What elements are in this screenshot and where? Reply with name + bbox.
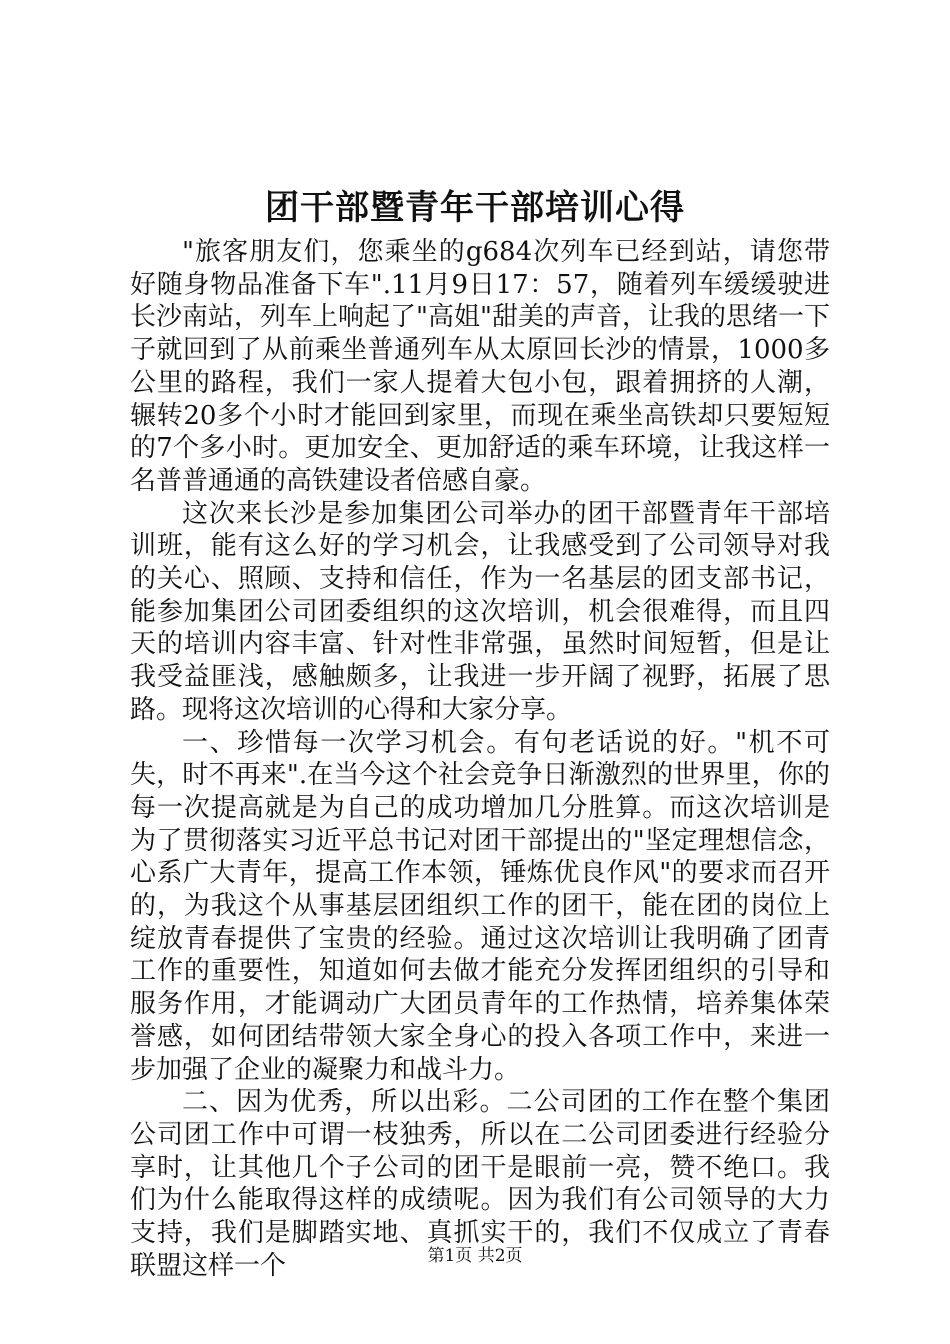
paragraph-2: 这次来长沙是参加集团公司举办的团干部暨青年干部培训班，能有这么好的学习机会，让我感受到了公司领导对我的关心、照顾、支持和信任，作为一名基层的团支部书记，能参加集团公司团委组织的这次培训，机会很难得，而且四天的培训内容丰富、针对性非常强，虽然时间短暂，但是让我受益匪浅，感触颇多，让我进一步开阔了视野，拓展了思路。现将这次培训的心得和大家分享。 (130, 498, 830, 725)
page-footer: 第1页 共2页 (427, 1246, 523, 1266)
document-body (130, 236, 830, 1283)
paragraph-4: 二、因为优秀，所以出彩。二公司团的工作在整个集团公司团工作中可谓一枝独秀，所以在二公司团委进行经验分享时，让其他几个子公司的团干是眼前一亮，赞不绝口。我们为什么能取得这样的成绩呢。因为我们有公司领导的大力支持，我们是脚踏实地、真抓实干的，我们不仅成立了青春联盟这样一个 (130, 1087, 830, 1281)
paragraph-1: "旅客朋友们，您乘坐的g684次列车已经到站，请您带好随身物品准备下车".11月9日17：57，随着列车缓缓驶进长沙南站，列车上响起了"高姐"甜美的声音，让我的思绪一下子就回到了从前乘坐普通列车从太原回长沙的情景，1000多公里的路程，我们一家人提着大包小包，跟着拥挤的人潮，辗转20多个小时才能回到家里，而现在乘坐高铁却只要短短的7个多小时。更加安全、更加舒适的乘车环境，让我这样一名普普通通的高铁建设者倍感自豪。 (130, 237, 830, 496)
document-title: 团干部暨青年干部培训心得 (265, 188, 685, 228)
paragraph-3: 一、珍惜每一次学习机会。有句老话说的好。"机不可失，时不再来".在当今这个社会竞争日渐激烈的世界里，你的每一次提高就是为自己的成功增加几分胜算。而这次培训是为了贯彻落实习近平总书记对团干部提出的"坚定理想信念，心系广大青年，提高工作本领，锤炼优良作风"的要求而召开的，为我这个从事基层团组织工作的团干，能在团的岗位上绽放青春提供了宝贵的经验。通过这次培训让我明确了团青工作的重要性，知道如何去做才能充分发挥团组织的引导和服务作用，才能调动广大团员青年的工作热情，培养集体荣誉感，如何团结带领大家全身心的投入各项工作中，来进一步加强了企业的凝聚力和战斗力。 (130, 727, 830, 1085)
